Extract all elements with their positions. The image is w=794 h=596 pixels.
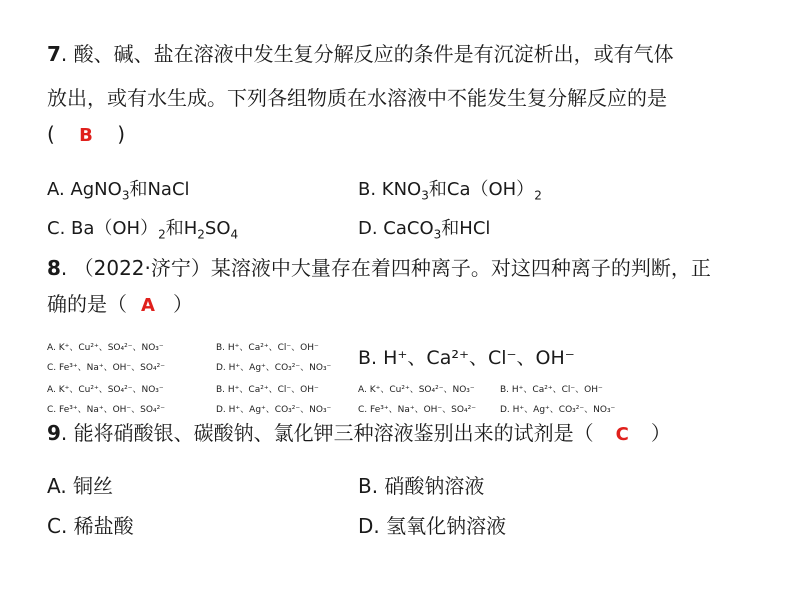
q7-option-d-post: 和HCl bbox=[441, 218, 491, 239]
q8-small-option-r4a: C. Fe³⁺、Na⁺、OH⁻、SO₄²⁻ bbox=[47, 405, 165, 415]
q7-option-c-sub2: 2 bbox=[197, 227, 205, 242]
q8-answer: A bbox=[141, 295, 155, 316]
q7-number: 7 bbox=[47, 42, 61, 66]
q8-stem-line2: 确的是（ bbox=[47, 292, 127, 316]
q9-answer: C bbox=[615, 424, 629, 445]
q9-option-c: C. 稀盐酸 bbox=[47, 514, 134, 538]
q7-paren-close: ) bbox=[117, 122, 126, 146]
q9-option-a: A. 铜丝 bbox=[47, 474, 114, 498]
q9-paren-close: ） bbox=[650, 421, 671, 445]
q8-small-option-r3b: B. H⁺、Ca²⁺、Cl⁻、OH⁻ bbox=[216, 385, 319, 395]
q8-paren-close: ） bbox=[172, 292, 193, 316]
q7-option-d bbox=[358, 217, 490, 247]
q7-option-d-pre: D. CaCO bbox=[358, 218, 434, 239]
q9-line1 bbox=[47, 421, 671, 447]
q7-stem-line1: . 酸、碱、盐在溶液中发生复分解反应的条件是有沉淀析出，或有气体 bbox=[60, 42, 674, 66]
q8-small-option-r4b: D. H⁺、Ag⁺、CO₃²⁻、NO₃⁻ bbox=[216, 405, 332, 415]
q7-option-a-pre: A. AgNO bbox=[47, 179, 122, 200]
q7-option-b-mid: 和Ca（OH） bbox=[428, 179, 535, 200]
q8-small-option-r5b: B. H⁺、Ca²⁺、Cl⁻、OH⁻ bbox=[500, 385, 603, 395]
q7-option-d-sub: 3 bbox=[433, 227, 442, 242]
q7-answer-line bbox=[47, 122, 125, 148]
q7-option-b-pre: B. KNO bbox=[358, 179, 422, 200]
q8-line1 bbox=[47, 256, 711, 280]
q7-option-a-sub: 3 bbox=[121, 188, 130, 203]
q9-number: 9 bbox=[47, 421, 61, 445]
q8-small-option-r1b: B. H⁺、Ca²⁺、Cl⁻、OH⁻ bbox=[216, 343, 319, 353]
q7-option-c-sub1: 2 bbox=[158, 227, 166, 242]
q7-option-c-sub3: 4 bbox=[230, 227, 239, 242]
q7-option-c-pre: C. Ba（OH） bbox=[47, 218, 159, 239]
q7-answer: B bbox=[79, 125, 93, 146]
q7-paren-open: ( bbox=[47, 122, 55, 146]
q8-stem-line1: . （2022·济宁）某溶液中大量存在着四种离子。对这四种离子的判断，正 bbox=[60, 256, 711, 280]
q7-option-b-sub2: 2 bbox=[534, 188, 542, 203]
q9-option-d: D. 氢氧化钠溶液 bbox=[358, 514, 507, 538]
q8-small-option-r6a: C. Fe³⁺、Na⁺、OH⁻、SO₄²⁻ bbox=[358, 405, 476, 415]
q7-option-b-sub1: 3 bbox=[421, 188, 429, 203]
q7-option-a bbox=[47, 178, 190, 208]
q8-small-option-r3a: A. K⁺、Cu²⁺、SO₄²⁻、NO₃⁻ bbox=[47, 385, 164, 395]
q8-small-option-r1a: A. K⁺、Cu²⁺、SO₄²⁻、NO₃⁻ bbox=[47, 343, 164, 353]
q8-small-option-r2a: C. Fe³⁺、Na⁺、OH⁻、SO₄²⁻ bbox=[47, 363, 165, 373]
q7-option-b bbox=[358, 178, 542, 208]
q7-option-a-post: 和NaCl bbox=[129, 179, 190, 200]
q8-small-option-r2b: D. H⁺、Ag⁺、CO₃²⁻、NO₃⁻ bbox=[216, 363, 332, 373]
q7-option-c bbox=[47, 217, 238, 247]
q8-small-option-r5a: A. K⁺、Cu²⁺、SO₄²⁻、NO₃⁻ bbox=[358, 385, 475, 395]
q9-stem-line1: . 能将硝酸银、碳酸钠、氯化钾三种溶液鉴别出来的试剂是（ bbox=[60, 421, 594, 445]
q7-option-c-mid2: SO bbox=[204, 218, 231, 239]
q9-option-b: B. 硝酸钠溶液 bbox=[358, 474, 485, 498]
q8-line2 bbox=[47, 292, 193, 318]
q7-line2: 放出，或有水生成。下列各组物质在水溶液中不能发生复分解反应的是 bbox=[47, 86, 667, 110]
q8-small-option-r6b: D. H⁺、Ag⁺、CO₃²⁻、NO₃⁻ bbox=[500, 405, 616, 415]
q8-big-option-b: B. H⁺、Ca²⁺、Cl⁻、OH⁻ bbox=[358, 347, 575, 369]
q8-number: 8 bbox=[47, 256, 61, 280]
q7-option-c-mid: 和H bbox=[165, 218, 198, 239]
q7-line1 bbox=[47, 42, 674, 66]
